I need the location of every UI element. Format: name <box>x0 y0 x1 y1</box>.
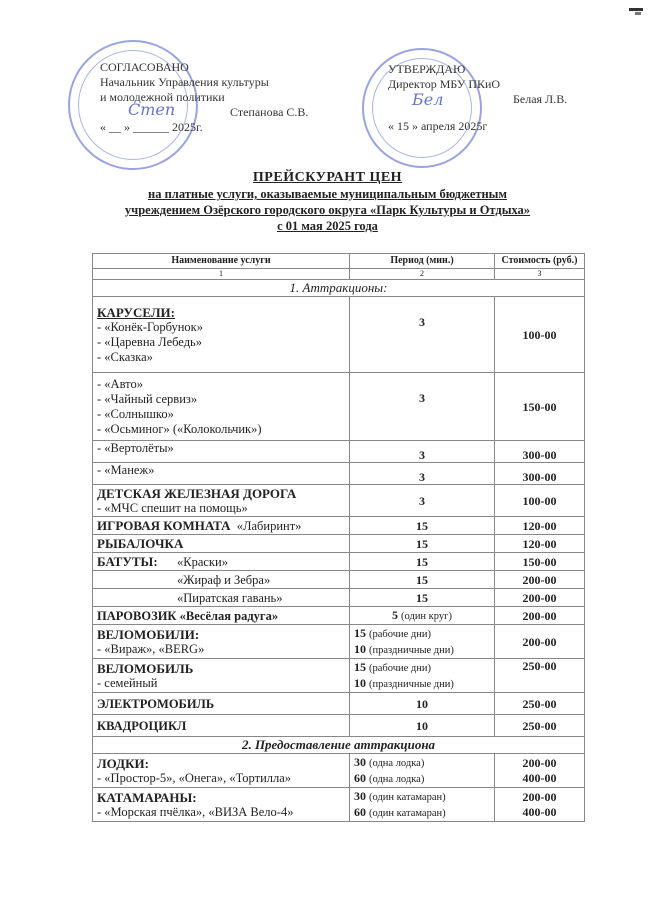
price-cell: 200-00 <box>495 607 585 625</box>
service-name-cell: - «Манеж» <box>93 463 350 485</box>
carousel-item: - «Чайный сервиз» <box>97 391 198 406</box>
section-1-title: 1. Аттракционы: <box>93 280 585 297</box>
period-value: 5 <box>392 607 399 622</box>
right-signature: Бел <box>412 90 444 109</box>
right-approval-date: « 15 » апреля 2025г <box>388 119 488 133</box>
period-cell: 15 <box>350 535 495 553</box>
batuty-name: «Жираф и Зебра» <box>177 572 271 587</box>
column-number-row <box>93 269 585 280</box>
left-approval-position: Начальник Управления культуры <box>100 75 269 89</box>
right-approval-name: Белая Л.В. <box>513 92 568 106</box>
catamarans-title: КАТАМАРАНЫ: <box>97 789 197 805</box>
left-approval-name: Степанова С.В. <box>230 105 309 119</box>
price-cell: 300-00 <box>495 463 585 485</box>
batuty-title: БАТУТЫ: <box>97 553 158 569</box>
period-cell: 3 <box>350 485 495 517</box>
left-approval-position2: и молодежной политики <box>100 90 225 104</box>
carousel-item: - «Авто» <box>97 376 143 391</box>
table-row <box>93 589 585 607</box>
service-name-cell: ПАРОВОЗИК «Весёлая радуга» <box>93 607 350 625</box>
left-approval-block <box>100 60 308 135</box>
price-value: 200-00 <box>522 789 557 804</box>
railway-title: ДЕТСКАЯ ЖЕЛЕЗНАЯ ДОРОГА <box>97 485 297 501</box>
period-cell: 3 <box>350 441 495 463</box>
table-row <box>93 517 585 535</box>
price-cell: 200-00 <box>495 571 585 589</box>
period-note: (рабочие дни) <box>369 628 431 640</box>
price-cell: 120-00 <box>495 535 585 553</box>
period-value: 60 <box>354 770 366 785</box>
left-approval-date: « __ » ______ 2025г. <box>100 120 203 134</box>
period-note: (один катамаран) <box>369 791 446 803</box>
period-cell: 15 <box>350 517 495 535</box>
price-cell: 200-00 <box>495 625 585 659</box>
table-row <box>93 625 585 659</box>
table-row <box>93 553 585 571</box>
period-cell: 15 <box>350 571 495 589</box>
period-value: 10 <box>354 641 366 656</box>
document-subtitle-1: на платные услуги, оказываемые муниципальным бюджетным <box>148 187 507 201</box>
batuty-name: «Пиратская гавань» <box>177 590 283 605</box>
period-value: 60 <box>354 804 366 819</box>
table-row <box>93 788 585 822</box>
price-value: 400-00 <box>522 770 557 785</box>
price-value: 400-00 <box>522 804 557 819</box>
col-number-2: 2 <box>350 269 495 280</box>
period-value: 10 <box>354 675 366 690</box>
section-row <box>93 737 585 754</box>
table-row <box>93 571 585 589</box>
price-cell: 120-00 <box>495 517 585 535</box>
period-note: (праздничные дни) <box>369 644 454 656</box>
period-cell: 10 <box>350 693 495 715</box>
document-subtitle-2: учреждением Озёрского городского округа «Парк Культуры и Отдыха» <box>124 203 531 217</box>
section-2-title: 2. Предоставление аттракциона <box>93 737 585 754</box>
table-row <box>93 441 585 463</box>
table-row <box>93 754 585 788</box>
period-value: 15 <box>354 659 366 674</box>
col-number-1: 1 <box>93 269 350 280</box>
velo2-title: ВЕЛОМОБИЛЬ <box>97 660 194 676</box>
right-approval-position: Директор МБУ ПКиО <box>388 77 501 91</box>
railway-item: - «МЧС спешит на помощь» <box>97 500 248 515</box>
period-value: 30 <box>354 788 366 803</box>
period-note: (рабочие дни) <box>369 662 431 674</box>
table-row <box>93 373 585 441</box>
velo-item: - «Вираж», «BERG» <box>97 641 205 656</box>
table-header-row <box>93 254 585 269</box>
table-row <box>93 715 585 737</box>
carousel-item: - «Осьминог» («Колокольчик») <box>97 421 262 436</box>
period-cell: 3 <box>350 463 495 485</box>
period-value: 15 <box>354 625 366 640</box>
header-price: Стоимость (руб.) <box>495 254 585 269</box>
price-table <box>92 253 585 822</box>
period-cell: 3 <box>350 373 495 441</box>
price-cell: 150-00 <box>495 553 585 571</box>
period-note: (одна лодка) <box>369 773 425 785</box>
service-name-cell: - «Вертолёты» <box>93 441 350 463</box>
price-cell: 200-00 <box>495 589 585 607</box>
price-value: 200-00 <box>522 755 557 770</box>
price-cell: 250-00 <box>495 715 585 737</box>
price-cell: 100-00 <box>495 297 585 373</box>
header-service-name: Наименование услуги <box>93 254 350 269</box>
period-note: (один катамаран) <box>369 807 446 819</box>
price-cell: 250-00 <box>495 693 585 715</box>
service-name-cell: ЭЛЕКТРОМОБИЛЬ <box>93 693 350 715</box>
table-row <box>93 297 585 373</box>
game-room-title: ИГРОВАЯ КОМНАТА <box>97 517 231 533</box>
price-cell: 300-00 <box>495 441 585 463</box>
service-name-cell: РЫБАЛОЧКА <box>93 535 350 553</box>
table-row <box>93 693 585 715</box>
price-cell: 100-00 <box>495 485 585 517</box>
carousels-title: КАРУСЕЛИ: <box>97 304 175 320</box>
period-cell: 3 <box>350 297 495 373</box>
period-cell: 15 <box>350 553 495 571</box>
velo2-item: - семейный <box>97 675 158 690</box>
period-note: (один круг) <box>401 610 452 622</box>
table-row <box>93 485 585 517</box>
document-effective-date: с 01 мая 2025 года <box>277 219 378 233</box>
carousel-item: - «Сказка» <box>97 349 153 364</box>
price-cell: 250-00 <box>495 659 585 693</box>
period-cell: 15 <box>350 589 495 607</box>
period-note: (праздничные дни) <box>369 678 454 690</box>
table-row <box>93 535 585 553</box>
batuty-name: «Краски» <box>177 554 228 569</box>
carousel-item: - «Конёк-Горбунок» <box>97 319 203 334</box>
period-cell: 10 <box>350 715 495 737</box>
right-approval-heading: УТВЕРЖДАЮ <box>388 62 466 76</box>
carousel-item: - «Солнышко» <box>97 406 174 421</box>
service-name-cell: КВАДРОЦИКЛ <box>93 715 350 737</box>
document-title: ПРЕЙСКУРАНТ ЦЕН <box>252 170 403 185</box>
catamarans-item: - «Морская пчёлка», «ВИЗА Вело-4» <box>97 804 294 819</box>
table-row <box>93 463 585 485</box>
left-approval-heading: СОГЛАСОВАНО <box>100 60 189 74</box>
carousel-item: - «Царевна Лебедь» <box>97 334 203 349</box>
velo-title: ВЕЛОМОБИЛИ: <box>97 626 200 642</box>
section-row <box>93 280 585 297</box>
boats-item: - «Простор-5», «Онега», «Тортилла» <box>97 770 292 785</box>
game-room-name: «Лабиринт» <box>236 518 302 533</box>
period-note: (одна лодка) <box>369 757 425 769</box>
table-row <box>93 659 585 693</box>
scan-mark-small <box>635 12 641 15</box>
period-value: 30 <box>354 754 366 769</box>
table-row <box>93 607 585 625</box>
scan-mark <box>629 8 643 11</box>
price-cell: 150-00 <box>495 373 585 441</box>
header-period: Период (мин.) <box>350 254 495 269</box>
col-number-3: 3 <box>495 269 585 280</box>
left-signature: Степ <box>128 100 176 119</box>
boats-title: ЛОДКИ: <box>97 755 149 771</box>
right-approval-block <box>388 62 567 134</box>
